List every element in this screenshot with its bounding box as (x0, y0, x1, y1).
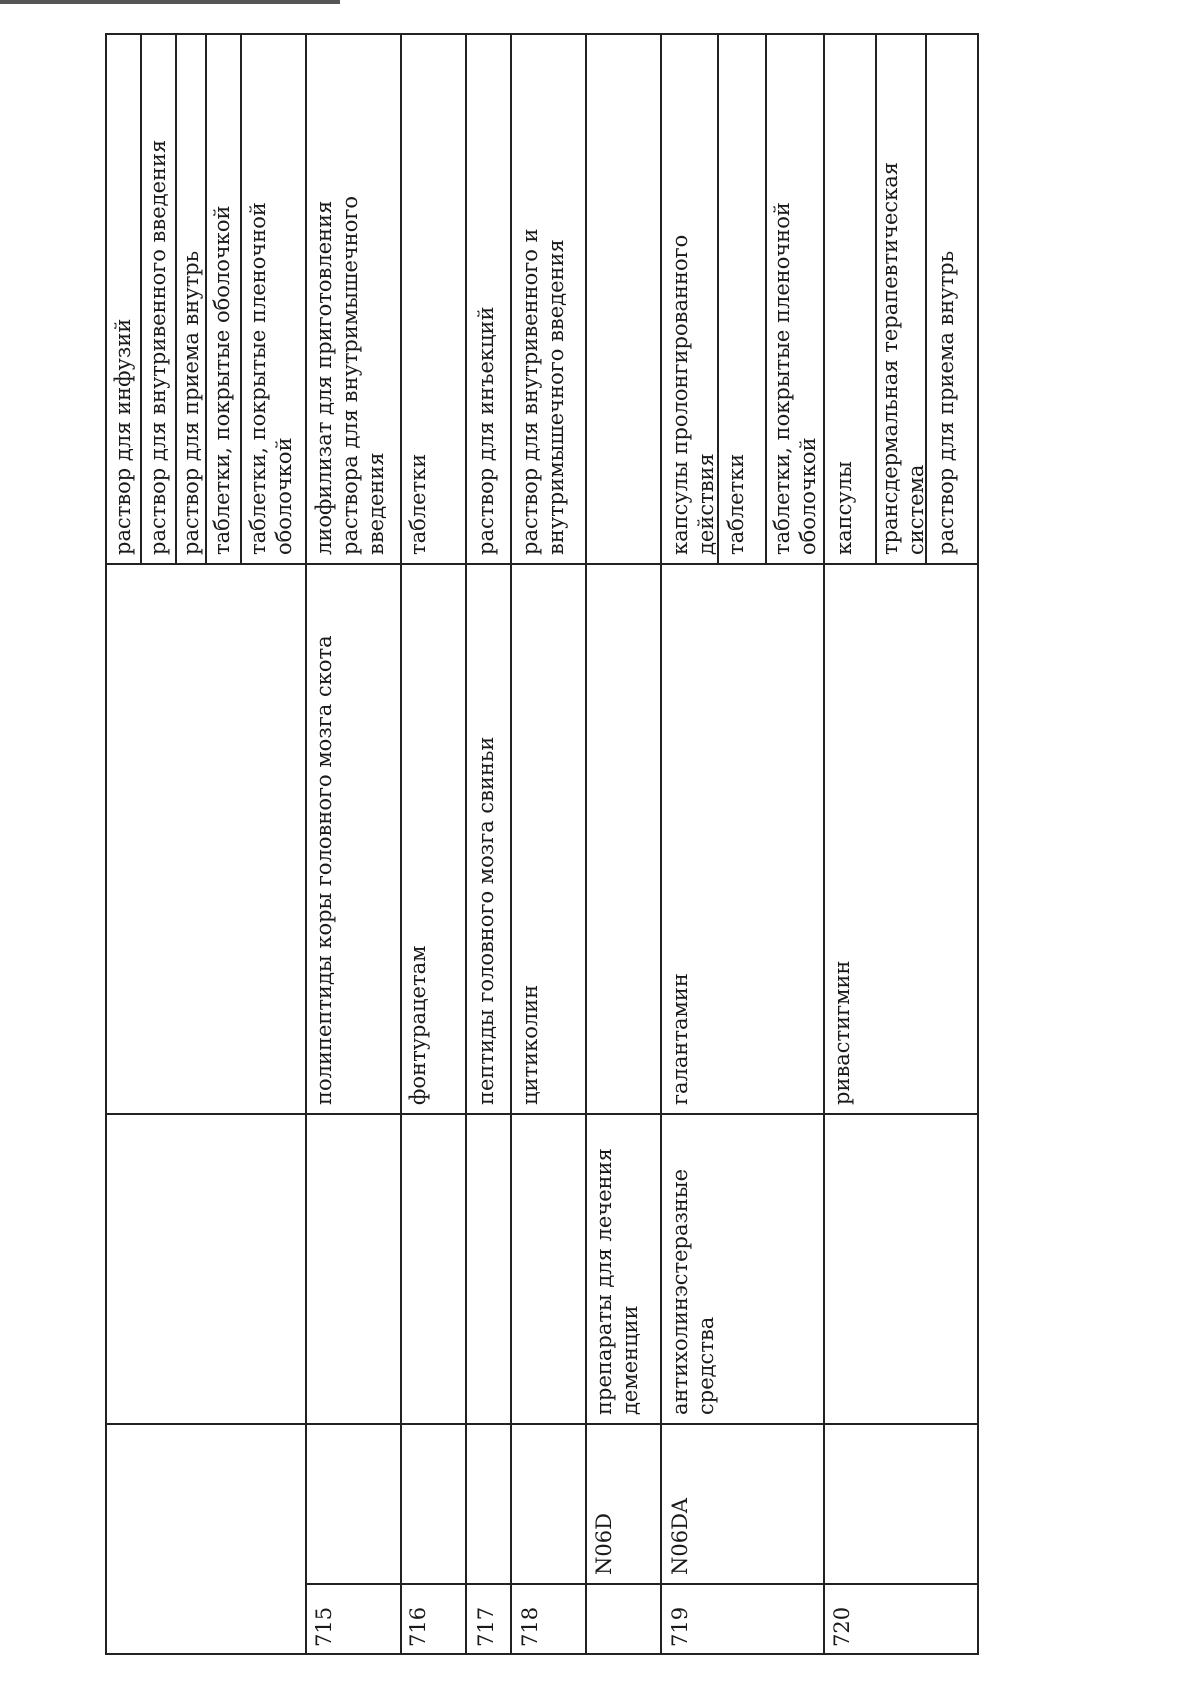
form-cell: капсулы (832, 461, 856, 555)
form-divider (175, 35, 177, 565)
form-cell: раствор для внутривенного и внутримышечного введения (518, 228, 568, 555)
substance-cell: пептиды головного мозга свиньи (474, 736, 498, 1105)
row-number: 716 (406, 1606, 430, 1647)
form-cell: раствор для инфузий (111, 318, 135, 555)
form-cell: таблетки, покрытые пленочной оболочкой (246, 202, 296, 555)
table-border-bottom (977, 35, 979, 1655)
medicines-table (105, 35, 1050, 1655)
substance-cell: цитиколин (518, 984, 542, 1105)
row-divider (465, 35, 467, 1655)
row-number: 720 (830, 1606, 854, 1647)
form-cell: раствор для приема внутрь (179, 250, 203, 555)
column-divider (105, 563, 979, 565)
column-divider (305, 1583, 979, 1585)
column-divider (105, 1653, 979, 1655)
form-cell: таблетки, покрытые пленочной оболочкой (770, 202, 820, 555)
group-cell: антихолинэстеразные средства (668, 1168, 718, 1415)
form-cell: раствор для приема внутрь (934, 250, 958, 555)
substance-cell: полипептиды коры головного мозга скота (312, 635, 336, 1105)
group-cell: препараты для лечения деменции (592, 1148, 642, 1415)
form-cell: раствор для внутривенного введения (146, 139, 170, 555)
row-divider (823, 35, 825, 1655)
atc-code-cell: N06DA (668, 1497, 692, 1575)
column-divider (105, 33, 979, 35)
row-divider (585, 35, 587, 1655)
row-divider (400, 35, 402, 1655)
row-number: 717 (474, 1606, 498, 1647)
substance-cell: фонтурацетам (406, 945, 430, 1105)
column-divider (105, 1423, 979, 1425)
form-cell: капсулы пролонгированного действия (668, 234, 718, 555)
form-divider (765, 35, 767, 565)
form-cell: раствор для инъекций (474, 306, 498, 555)
atc-code-cell: N06D (592, 1513, 616, 1575)
row-number: 719 (668, 1606, 692, 1647)
form-divider (240, 35, 242, 565)
row-number: 715 (312, 1606, 336, 1647)
row-divider (660, 35, 662, 1655)
row-divider (305, 35, 307, 1655)
substance-cell: галантамин (668, 973, 692, 1105)
page-sheet (105, 35, 1050, 1655)
table-border-top (105, 35, 107, 1655)
form-cell: трансдермальная терапевтическая система (878, 161, 928, 555)
scan-edge-line (0, 0, 340, 4)
form-divider (140, 35, 142, 565)
form-cell: таблетки (406, 453, 430, 555)
form-cell: таблетки (724, 453, 748, 555)
form-cell: таблетки, покрытые оболочкой (210, 205, 234, 555)
column-divider (105, 1113, 979, 1115)
row-divider (510, 35, 512, 1655)
substance-cell: ривастигмин (830, 960, 854, 1105)
form-cell: лиофилизат для приготовления раствора для внутримышечного введения (312, 195, 388, 555)
row-number: 718 (518, 1606, 542, 1647)
form-divider (205, 35, 207, 565)
